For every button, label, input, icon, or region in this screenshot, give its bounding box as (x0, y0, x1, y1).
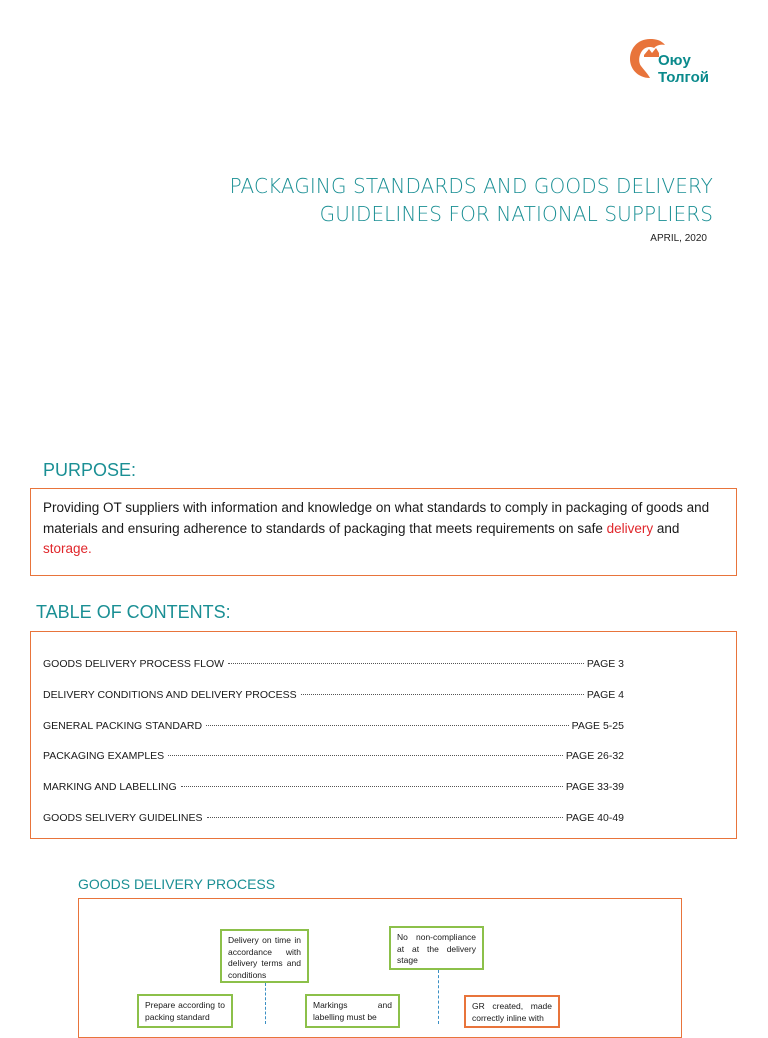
toc-item[interactable] (43, 689, 624, 705)
toc-item[interactable] (43, 781, 624, 797)
toc-leader-dots (228, 663, 584, 664)
flow-connector (265, 983, 266, 1024)
toc-heading: TABLE OF CONTENTS: (36, 602, 231, 622)
toc-item-page: PAGE 4 (586, 689, 624, 701)
company-logo (628, 36, 728, 96)
toc-item[interactable] (43, 812, 624, 828)
purpose-text-and: and (653, 520, 680, 536)
toc-item[interactable] (43, 720, 624, 736)
toc-item-page: PAGE 5-25 (571, 720, 624, 732)
toc-leader-dots (301, 694, 584, 695)
toc-item-page: PAGE 26-32 (565, 750, 624, 762)
flow-node-markings: Markings and labelling must be (305, 994, 400, 1028)
process-heading: GOODS DELIVERY PROCESS (78, 876, 276, 892)
flow-node-prepare: Prepare according to packing standard (137, 994, 233, 1028)
title-line-1: PACKAGING STANDARDS AND GOODS DELIVERY (229, 174, 713, 198)
flow-node-no-noncompliance: No non-compliance at at the delivery stage (389, 926, 484, 970)
purpose-heading: PURPOSE: (43, 460, 137, 480)
toc-leader-dots (168, 755, 563, 756)
toc-item-page: PAGE 40-49 (565, 812, 624, 824)
purpose-text (43, 498, 725, 560)
logo-text-line1: Оюу (658, 52, 691, 69)
flow-connector (438, 970, 439, 1024)
toc-item-page: PAGE 3 (586, 658, 624, 670)
toc-item-label: DELIVERY CONDITIONS AND DELIVERY PROCESS (43, 689, 297, 701)
purpose-text-main: Providing OT suppliers with information and knowledge on what standards to comply in packaging of goods and materials and ensuring adherence to standards of packaging that meets requirements on safe (43, 500, 710, 536)
toc-item-label: GOODS DELIVERY PROCESS FLOW (43, 658, 225, 670)
toc-item-label: PACKAGING EXAMPLES (43, 750, 165, 762)
purpose-highlight-delivery: delivery (606, 520, 654, 536)
toc-item-label: MARKING AND LABELLING (43, 781, 177, 793)
toc-leader-dots (207, 817, 563, 818)
flow-node-delivery-on-time: Delivery on time in accordance with delivery terms and conditions (220, 929, 309, 983)
toc-item-page: PAGE 33-39 (565, 781, 624, 793)
document-date: APRIL, 2020 (650, 233, 707, 244)
flow-node-gr-created: GR created, made correctly inline with (464, 995, 560, 1028)
toc-item[interactable] (43, 658, 624, 674)
toc-item-label: GENERAL PACKING STANDARD (43, 720, 203, 732)
document-title (153, 172, 713, 228)
title-line-2: GUIDELINES FOR NATIONAL SUPPLIERS (319, 202, 713, 226)
toc-leader-dots (206, 725, 569, 726)
purpose-highlight-storage: storage. (43, 541, 92, 556)
logo-text-line2: Толгой (658, 69, 709, 86)
toc-leader-dots (181, 786, 563, 787)
toc-item-label: GOODS SELIVERY GUIDELINES (43, 812, 203, 824)
toc-item[interactable] (43, 750, 624, 766)
